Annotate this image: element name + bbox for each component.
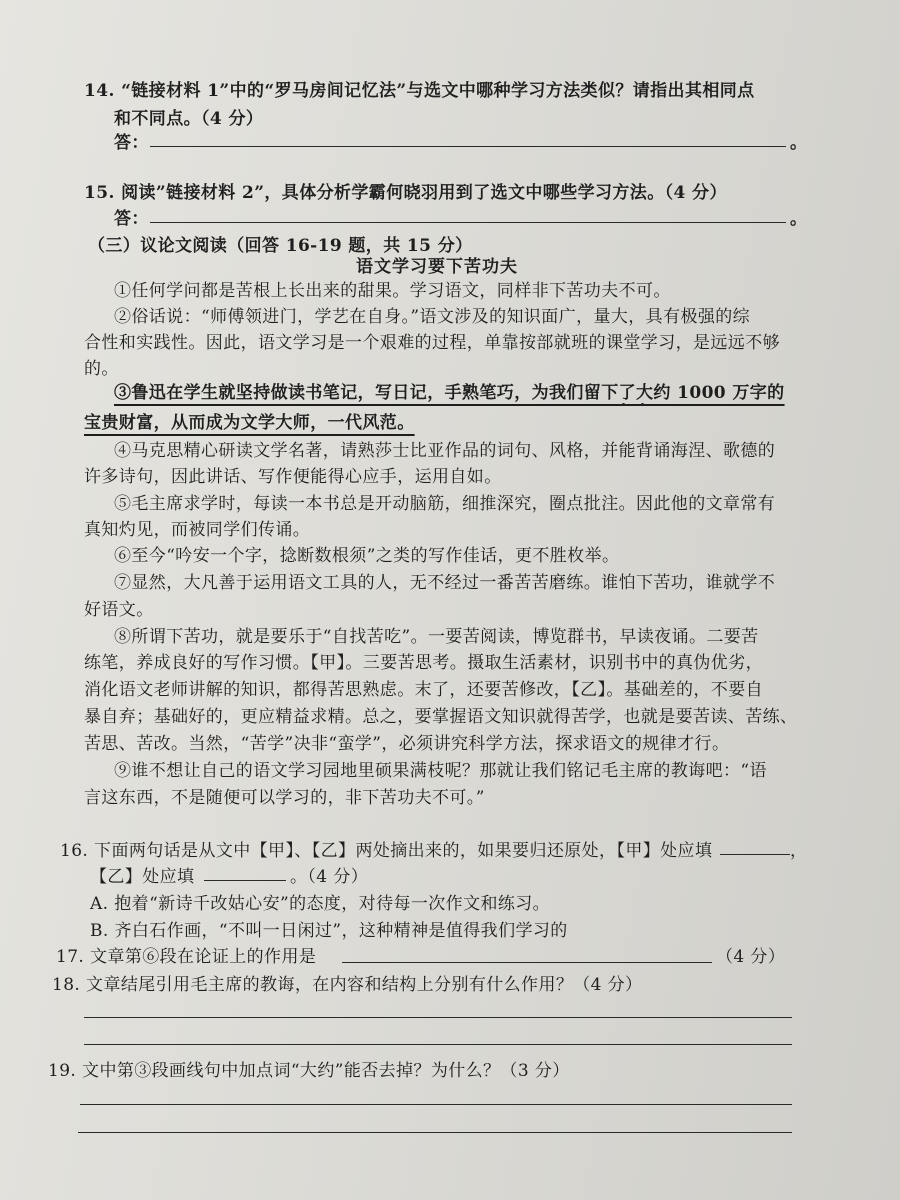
q15-answer-line[interactable] <box>150 222 786 223</box>
q16-option-b: B. 齐白石作画，“不叫一日闲过”，这种精神是值得我们学习的 <box>90 921 568 941</box>
q18-answer-line-2[interactable] <box>84 1044 792 1045</box>
paragraph-1: ①任何学问都是苦根上长出来的甜果。学习语文，同样非下苦功夫不可。 <box>114 281 671 301</box>
q16-blank-yi[interactable] <box>204 880 286 881</box>
q16-line1: 16. 下面两句话是从文中【甲】、【乙】两处摘出来的，如果要归还原处，【甲】处应填 <box>60 841 713 861</box>
q18-prompt: 18. 文章结尾引用毛主席的教诲，在内容和结构上分别有什么作用？（4 分） <box>52 975 643 995</box>
q16-blank-jia[interactable] <box>720 854 790 855</box>
paragraph-3-line1: ③鲁迅在学生就坚持做读书笔记，写日记，手熟笔巧，为我们留下了大约 1000 万字的 <box>114 383 785 403</box>
paragraph-7-line1: ⑦显然，大凡善于运用语文工具的人，无不经过一番苦苦磨练。谁怕下苦功，谁就学不 <box>114 573 776 593</box>
q14-answer-line[interactable] <box>150 146 786 147</box>
q17-answer-line[interactable] <box>342 962 712 963</box>
q14-end-mark: 。 <box>790 133 808 153</box>
paragraph-5-line1: ⑤毛主席求学时，每读一本书总是开动脑筋，细推深究，圈点批注。因此他的文章常有 <box>114 494 776 514</box>
q14-line1: 14. “链接材料 1”中的“罗马房间记忆法”与选文中哪种学习方法类似？请指出其相同点 <box>84 81 755 101</box>
q16-line2-score: 。（4 分） <box>290 867 369 887</box>
paragraph-2-line2: 合性和实践性。因此，语文学习是一个艰难的过程，单靠按部就班的课堂学习，是远远不够 <box>84 333 780 353</box>
q15-answer-label: 答： <box>114 209 149 229</box>
q14-line2: 和不同点。（4 分） <box>114 109 264 129</box>
paragraph-2-line1: ②俗话说：“师傅领进门，学艺在自身。”语文涉及的知识面广，量大，具有极强的综 <box>114 307 751 327</box>
paragraph-4-line1: ④马克思精心研读文学名著，请熟莎士比亚作品的词句、风格，并能背诵海涅、歌德的 <box>114 441 776 461</box>
section3-header: （三）议论文阅读（回答 16-19 题，共 15 分） <box>88 236 473 256</box>
q15-end-mark: 。 <box>790 209 808 229</box>
q17-score: （4 分） <box>716 947 786 967</box>
paragraph-9-line2: 言这东西，不是随便可以学习的，非下苦功夫不可。” <box>84 788 485 808</box>
paragraph-8-line3: 消化语文老师讲解的知识，都得苦思熟虑。末了，还要苦修改，【乙】。基础差的，不要自 <box>84 680 763 700</box>
q15-line1: 15. 阅读”链接材料 2”，具体分析学霸何晓羽用到了选文中哪些学习方法。（4 分） <box>84 183 727 203</box>
paragraph-4-line2: 许多诗句，因此讲话、写作便能得心应手，运用自如。 <box>84 467 502 487</box>
q16-line2-label: 【乙】处应填 <box>90 867 195 887</box>
paragraph-7-line2: 好语文。 <box>84 600 154 620</box>
paragraph-2-line3: 的。 <box>84 359 119 379</box>
paragraph-9-line1: ⑨谁不想让自己的语文学习园地里硕果满枝呢？那就让我们铭记毛主席的教诲吧：“语 <box>114 761 767 781</box>
q17-prompt: 17. 文章第⑥段在论证上的作用是 <box>56 947 317 967</box>
q16-option-a: A. 抱着“新诗千改姑心安”的态度，对待每一次作文和练习。 <box>90 894 551 914</box>
q16-comma: ， <box>790 841 808 861</box>
q19-answer-line-1[interactable] <box>80 1104 792 1105</box>
emphasis-dot <box>622 403 625 406</box>
article-title: 语文学习要下苦功夫 <box>356 257 518 277</box>
emphasis-dot <box>641 403 644 406</box>
q14-answer-label: 答： <box>114 133 149 153</box>
q19-prompt: 19. 文中第③段画线句中加点词“大约”能否去掉？为什么？（3 分） <box>48 1061 570 1081</box>
paragraph-5-line2: 真知灼见，而被同学们传诵。 <box>84 520 311 540</box>
paragraph-8-line1: ⑧所谓下苦功，就是要乐于“自找苦吃”。一要苦阅读，博览群书，早读夜诵。二要苦 <box>114 627 759 647</box>
paragraph-8-line2: 练笔，养成良好的写作习惯。【甲】。三要苦思考。摄取生活素材，识别书中的真伪优劣， <box>84 653 763 673</box>
q19-answer-line-2[interactable] <box>78 1132 792 1133</box>
paragraph-6: ⑥至今“吟安一个字，捻断数根须”之类的写作佳话，更不胜枚举。 <box>114 546 620 566</box>
paragraph-8-line5: 苦思、苦改。当然，“苦学”决非“蛮学”，必须讲究科学方法，探求语文的规律才行。 <box>84 734 730 754</box>
paragraph-3-line2: 宝贵财富，从而成为文学大师，一代风范。 <box>84 413 415 433</box>
paragraph-8-line4: 暴自弃；基础好的，更应精益求精。总之，要掌握语文知识就得苦学，也就是要苦读、苦练、 <box>84 707 798 727</box>
q18-answer-line-1[interactable] <box>84 1017 792 1018</box>
